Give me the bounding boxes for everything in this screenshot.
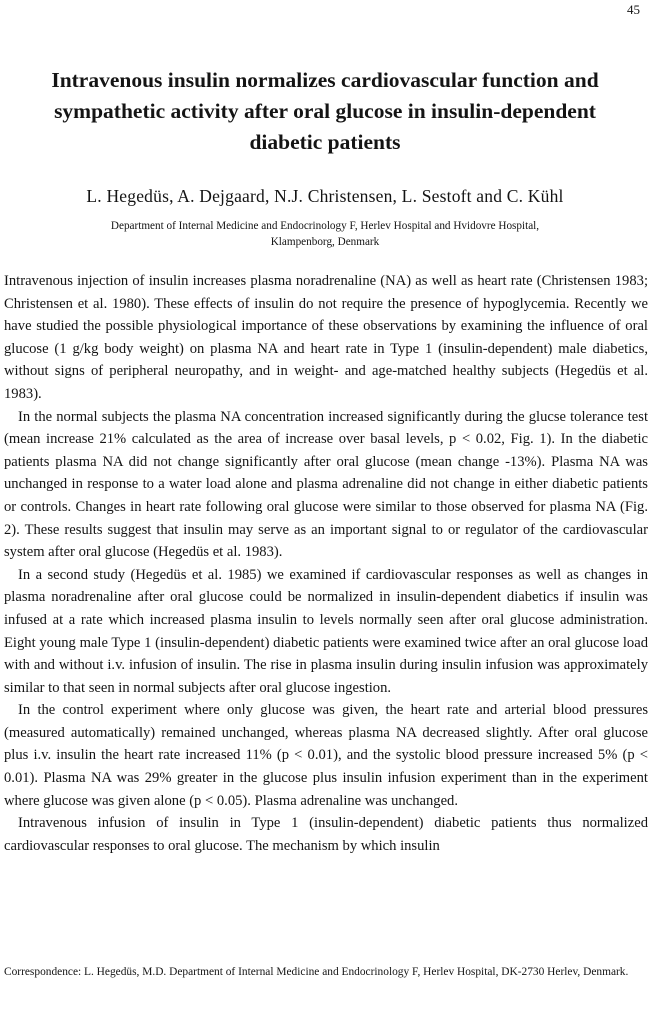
title-line: diabetic patients [249,130,401,154]
author-list: L. Hegedüs, A. Dejgaard, N.J. Christensen, L. Sestoft and C. Kühl [86,186,564,206]
correspondence-footnote: Correspondence: L. Hegedüs, M.D. Department of Internal Medicine and Endocrinology F, Herlev Hospital, DK-2730 Herlev, Denmark. [4,966,629,978]
paragraph: In the normal subjects the plasma NA concentration increased significantly during the glucse tolerance test (mean increase 21% calculated as the area of increase over basal levels, p < 0.02, Fig. 1). In the diabetic patients plasma NA did not change significantly after oral glucose (mean change -13%). Plasma NA was unchanged in response to a water load alone and plasma adrenaline did not change in either diabetic patients or controls. Changes in heart rate following oral glucose were similar to those observed for plasma NA (Fig. 2). These results suggest that insulin may serve as an important signal to or regulator of the cardiovascular system after oral glucose (Hegedüs et al. 1983). [4,408,648,561]
paragraph: In a second study (Hegedüs et al. 1985) we examined if cardiovascular responses as well as changes in plasma noradrenaline after oral glucose could be normalized in insulin-dependent diabetics if insulin was infused at a rate which increased plasma insulin to levels normally seen after oral glucose administration. Eight young male Type 1 (insulin-dependent) diabetic patients were examined twice after an oral glucose load with and without i.v. infusion of insulin. The rise in plasma insulin during insulin infusion was approximately similar to that seen in normal subjects after oral glucose ingestion. [4,566,648,696]
paragraph: Intravenous injection of insulin increases plasma noradrenaline (NA) as well as heart rate (Christensen 1983; Christensen et al. 1980). These effects of insulin do not require the presence of hypoglycemia. Recently we have studied the possible physiological importance of these observations by examining the influence of oral glucose (1 g/kg body weight) on plasma NA and heart rate in Type 1 (insulin-dependent) male diabetics, without signs of peripheral neuropathy, and in weight- and age-matched healthy subjects (Hegedüs et al. 1983). [4,273,648,402]
paragraph: Intravenous infusion of insulin in Type 1 (insulin-dependent) diabetic patients thus normalized cardiovascular responses to oral glucose. The mechanism by which insulin [4,815,648,854]
affiliation [20,218,630,250]
paragraph: In the control experiment where only glucose was given, the heart rate and arterial blood pressures (measured automatically) remained unchanged, whereas plasma NA decreased slightly. After oral glucose plus i.v. insulin the heart rate increased 11% (p < 0.01), and the systolic blood pressure increased 5% (p < 0.01). Plasma NA was 29% greater in the glucose plus insulin infusion experiment than in the experiment where glucose was given alone (p < 0.05). Plasma adrenaline was unchanged. [4,702,648,809]
page-number: 45 [627,2,640,17]
affiliation-line: Klampenborg, Denmark [270,236,380,248]
title-line: Intravenous insulin normalizes cardiovascular function and [51,68,599,92]
body-text [4,270,648,857]
article-title [20,65,630,158]
affiliation-line: Department of Internal Medicine and Endocrinology F, Herlev Hospital and Hvidovre Hospital, [110,220,540,232]
title-line: sympathetic activity after oral glucose in insulin-dependent [54,99,596,123]
